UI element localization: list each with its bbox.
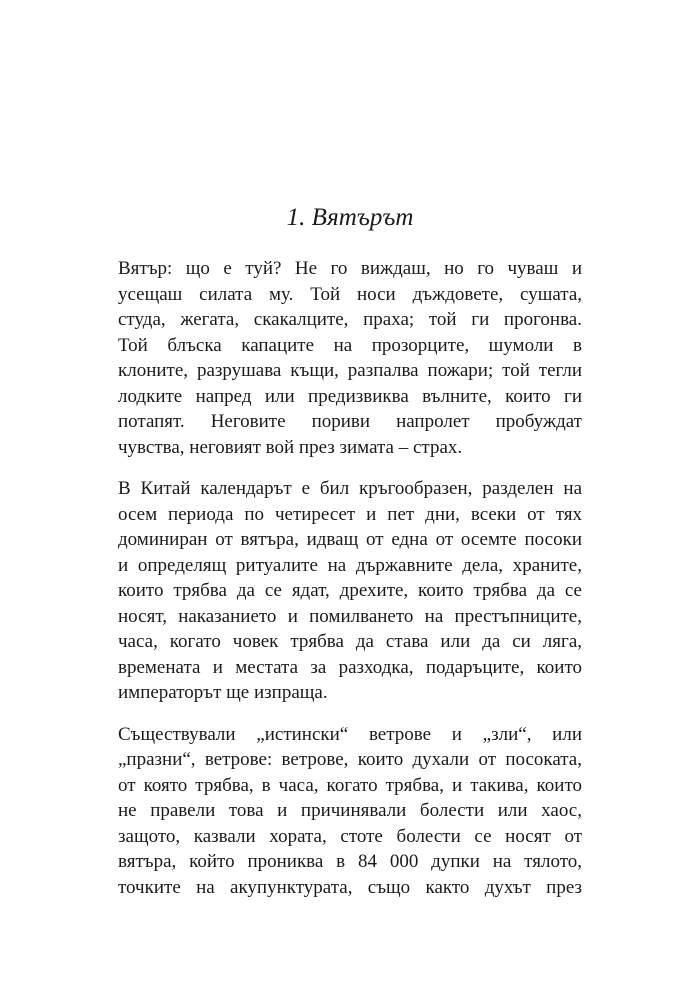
- text-line: Той блъска капаците на прозорците, шумоли в: [118, 334, 582, 356]
- paragraph-3: [118, 722, 582, 901]
- text-line: точките на акупунктурата, също както духът през: [118, 876, 582, 898]
- text-line: чувства, неговият вой през зимата – страх.: [118, 436, 463, 458]
- text-line: клоните, разрушава къщи, разпалва пожари; той тегли: [118, 360, 582, 381]
- text-line: защото, казвали хората, стоте болести се носят от: [118, 825, 582, 847]
- text-line: вятъра, който прониква в 84 000 дупки на тялото,: [118, 851, 582, 872]
- text-line: и определящ ритуалите на държавните дела, храните,: [118, 554, 582, 576]
- text-line: потапят. Неговите пориви напролет пробуждат: [118, 411, 582, 432]
- text-line: не правели това и причинявали болести или хаос,: [118, 800, 582, 821]
- text-line: студа, жегата, скакалците, праха; той ги прогонва.: [118, 309, 582, 330]
- paragraph-1: [118, 256, 582, 460]
- paragraph-2: [118, 476, 582, 706]
- text-line: времената и местата за разходка, подаръците, които: [118, 656, 582, 678]
- text-line: императорът ще изпраща.: [118, 682, 328, 703]
- text-line: усещаш силата му. Той носи дъждовете, сушата,: [118, 283, 582, 305]
- text-line: В Китай календарът е бил кръгообразен, разделен на: [118, 478, 582, 499]
- chapter-title: 1. Вятърът: [286, 204, 414, 231]
- text-line: Съществували „истински“ ветрове и „зли“, или: [118, 723, 582, 745]
- text-line: лодките напред или предизвиква вълните, които ги: [118, 385, 582, 407]
- text-line: „празни“, ветрове: ветрове, които духали от посоката,: [118, 749, 582, 770]
- text-line: Вятър: що е туй? Не го виждаш, но го чуваш и: [118, 258, 582, 279]
- text-line: които трябва да се ядат, дрехите, които трябва да се: [118, 580, 582, 601]
- text-line: часа, когато човек трябва да става или да си ляга,: [118, 631, 582, 652]
- body-text: [118, 256, 582, 916]
- text-line: осем периода по четиресет и пет дни, всеки от тях: [118, 503, 582, 525]
- text-line: от която трябва, в часа, когато трябва, и такива, които: [118, 774, 582, 796]
- text-line: носят, наказанието и помилването на престъпниците,: [118, 605, 582, 627]
- text-line: доминиран от вятъра, идващ от една от осемте посоки: [118, 529, 582, 550]
